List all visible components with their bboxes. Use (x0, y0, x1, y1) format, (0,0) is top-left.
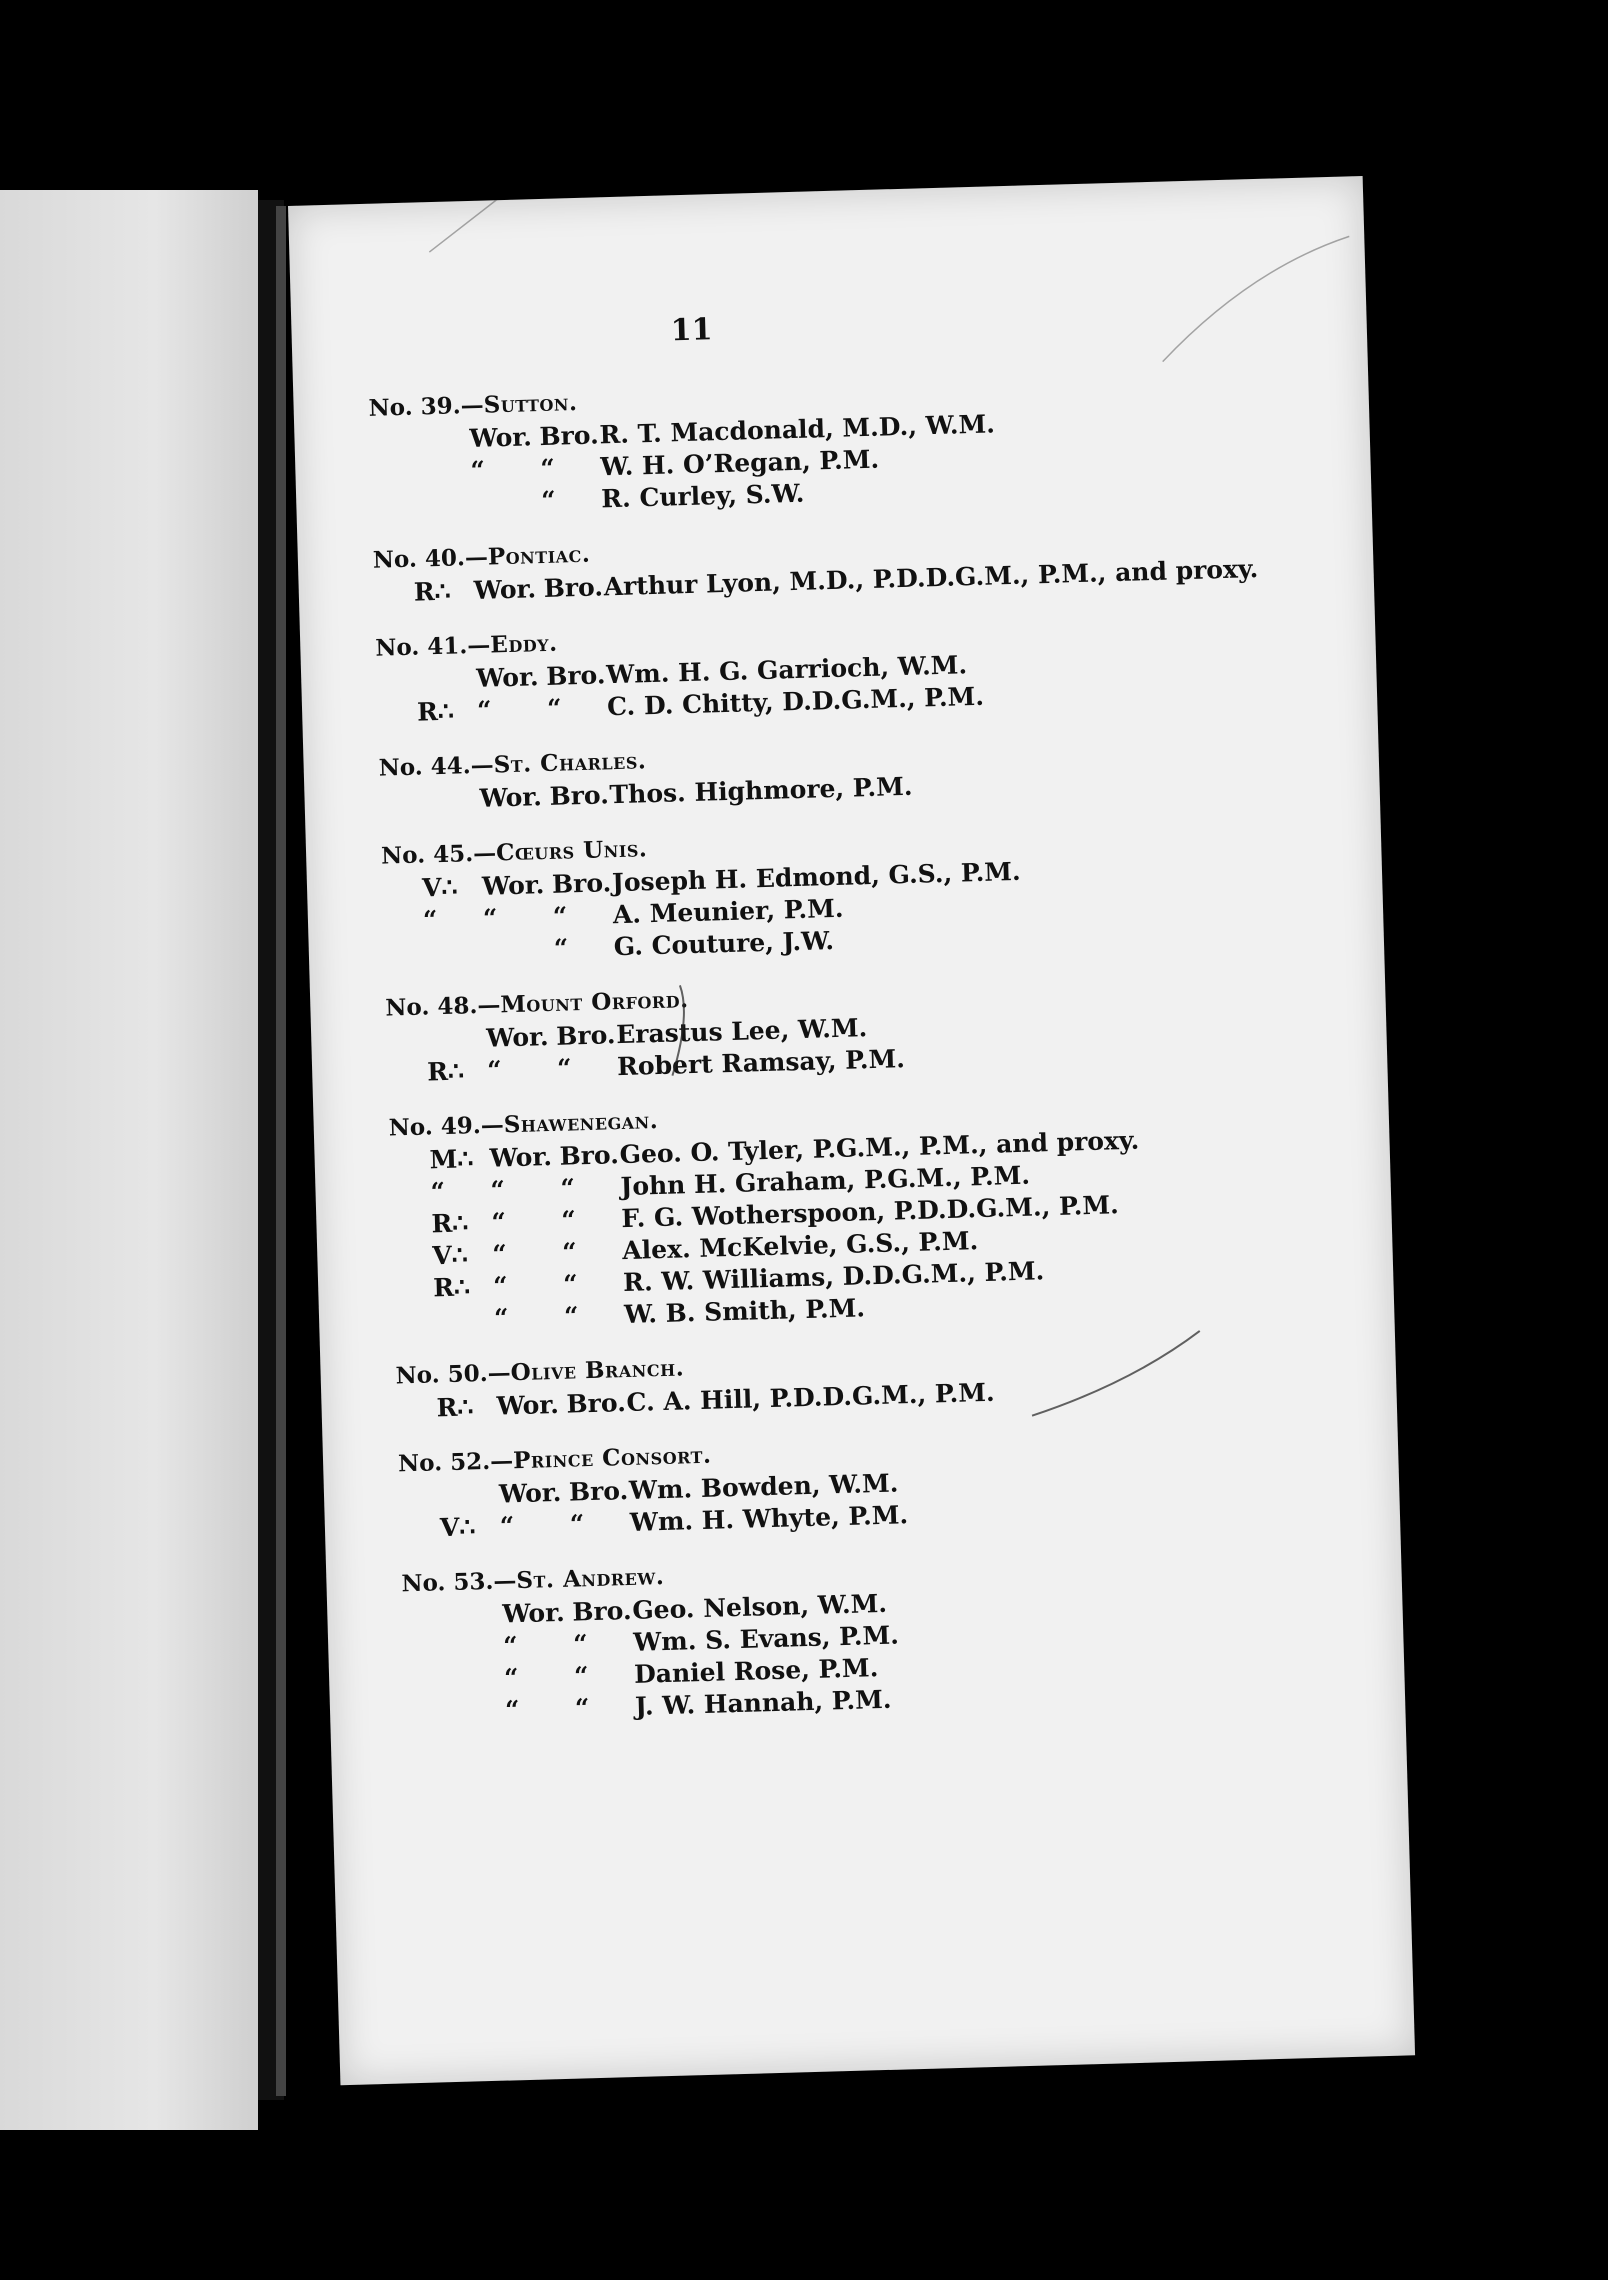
member-name: John H. Graham, P.G.M., P.M. (620, 1160, 1031, 1202)
member-name: Alex. McKelvie, G.S., P.M. (621, 1226, 979, 1266)
member-name: Thos. Highmore, P.M. (609, 771, 913, 810)
title-word: “ (562, 1269, 579, 1299)
left-page-edge (0, 190, 258, 2130)
title-word: Bro. (549, 780, 610, 811)
rank-prefix: M∴ (429, 1144, 474, 1175)
lodge-name: Mount Orford. (500, 986, 689, 1019)
member-name: Geo. Nelson, W.M. (631, 1588, 888, 1625)
lodge-name: Olive Branch. (510, 1354, 685, 1387)
lodge-number: No. 48.— (385, 991, 501, 1022)
rank-prefix: V∴ (439, 1512, 476, 1543)
title-word: Bro. (545, 660, 606, 691)
lodge-number: No. 53.— (401, 1567, 517, 1598)
rank-prefix: R∴ (432, 1272, 471, 1303)
rank-prefix: “ (422, 905, 438, 935)
title-word: Wor. (489, 1142, 553, 1173)
rank-prefix (410, 456, 450, 457)
member-name: R. W. Williams, D.D.G.M., P.M. (622, 1256, 1045, 1298)
right-page (288, 176, 1415, 2085)
rank-prefix (444, 1663, 484, 1664)
title-word: “ (486, 1055, 502, 1085)
lodge-entry (385, 965, 1347, 1090)
rank-prefix (426, 1023, 466, 1024)
title-word: “ (470, 455, 486, 486)
title-word: “ (504, 1695, 520, 1725)
rank-prefix (434, 1303, 474, 1304)
lodge-number: No. 39.— (368, 391, 485, 422)
member-name: R. Curley, S.W. (600, 478, 805, 514)
rank-prefix (445, 1695, 485, 1696)
lodge-number: No. 40.— (372, 543, 489, 574)
member-name: Erastus Lee, W.M. (615, 1013, 868, 1050)
title-word: “ (476, 695, 492, 725)
title-word: “ (491, 1207, 507, 1237)
title-word: “ (493, 1303, 509, 1333)
lodge-name: Shawenegan. (503, 1107, 659, 1139)
lodge-entry (395, 1333, 1356, 1426)
member-name: Arthur Lyon, M.D., P.D.D.G.M., P.M., and proxy. (603, 554, 1259, 602)
member-name: R. T. Macdonald, M.D., W.M. (599, 409, 996, 450)
rank-prefix: V∴ (431, 1240, 469, 1271)
title-word: “ (553, 933, 569, 963)
lodge-number: No. 50.— (395, 1359, 512, 1390)
member-name: Geo. O. Tyler, P.G.M., P.M., and proxy. (619, 1125, 1140, 1170)
member-name: W. B. Smith, P.M. (623, 1293, 866, 1330)
lodge-number: No. 52.— (397, 1447, 514, 1478)
title-word: “ (502, 1631, 519, 1661)
lodge-number: No. 49.— (388, 1111, 505, 1142)
title-word: “ (572, 1629, 589, 1659)
rank-prefix (419, 783, 459, 784)
title-word: “ (569, 1509, 585, 1539)
rank-prefix (409, 424, 449, 425)
lodge-name: Cœurs Unis. (495, 835, 648, 867)
lodge-name: St. Charles. (493, 747, 647, 779)
member-name: C. D. Chitty, D.D.G.M., P.M. (606, 681, 985, 722)
title-word: “ (561, 1237, 578, 1267)
lodge-entry (401, 1541, 1365, 1730)
rank-prefix (411, 488, 451, 489)
title-word: “ (556, 1053, 572, 1083)
title-word: Bro. (539, 420, 600, 452)
title-word: Wor. (479, 782, 543, 813)
lodge-entry (388, 1085, 1354, 1338)
lodge-entry (381, 813, 1344, 970)
member-name: Daniel Rose, P.M. (633, 1653, 879, 1689)
rank-prefix: R∴ (416, 696, 455, 727)
lodge-name: Prince Consort. (512, 1441, 712, 1475)
lodge-name: Eddy. (489, 629, 558, 659)
title-word: Wor. (481, 870, 545, 901)
rank-prefix: V∴ (421, 872, 458, 903)
member-name: Wm. H. G. Garrioch, W.M. (605, 650, 968, 690)
title-word: “ (482, 903, 498, 933)
title-word: “ (499, 1511, 515, 1541)
member-name: J. W. Hannah, P.M. (634, 1684, 892, 1721)
title-word: “ (492, 1271, 509, 1301)
member-name: A. Meunier, P.M. (612, 893, 844, 930)
rank-prefix (423, 935, 463, 936)
title-word: “ (560, 1173, 576, 1203)
title-word: “ (503, 1663, 519, 1693)
title-word: Wor. (469, 422, 533, 454)
title-word: “ (490, 1175, 506, 1205)
lodge-name: St. Andrew. (516, 1563, 665, 1595)
lodge-entry (368, 365, 1331, 522)
title-word: “ (552, 901, 568, 931)
title-word: “ (491, 1239, 508, 1269)
title-word: “ (546, 693, 562, 723)
lodge-entry (372, 517, 1333, 610)
page-number: 11 (670, 312, 713, 349)
rank-prefix (443, 1631, 483, 1632)
member-name: F. G. Wotherspoon, P.D.D.G.M., P.M. (620, 1190, 1120, 1234)
title-word: “ (574, 1693, 590, 1723)
lodge-number: No. 41.— (375, 631, 491, 662)
title-word: Wor. (501, 1597, 566, 1629)
lodge-list (368, 365, 1366, 1751)
member-name: Wm. S. Evans, P.M. (632, 1620, 900, 1657)
member-name: C. A. Hill, P.D.D.G.M., P.M. (626, 1377, 996, 1418)
title-word: Wor. (496, 1389, 560, 1421)
rank-prefix (442, 1599, 482, 1600)
title-word: Wor. (485, 1022, 549, 1053)
member-name: W. H. O’Regan, P.M. (600, 444, 880, 482)
lodge-number: No. 45.— (380, 839, 497, 870)
title-word: “ (563, 1301, 579, 1331)
member-name: G. Couture, J.W. (613, 926, 835, 962)
member-name: Joseph H. Edmond, G.S., P.M. (611, 856, 1022, 898)
lodge-entry (375, 605, 1337, 730)
title-word: “ (540, 453, 556, 484)
lodge-name: Pontiac. (487, 540, 591, 571)
rank-prefix: “ (430, 1177, 446, 1207)
title-word: Bro. (551, 868, 612, 899)
rank-prefix (416, 663, 456, 664)
rank-prefix: R∴ (436, 1392, 474, 1423)
rank-prefix: R∴ (431, 1208, 469, 1239)
lodge-number: No. 44.— (378, 751, 495, 782)
lodge-entry (398, 1421, 1360, 1546)
title-word: “ (540, 485, 557, 516)
title-word: “ (561, 1205, 577, 1235)
lodge-name: Sutton. (483, 388, 578, 419)
rank-prefix: R∴ (413, 576, 451, 607)
member-name: Robert Ramsay, P.M. (616, 1044, 906, 1082)
lodge-entry (378, 725, 1339, 818)
title-word: Bro. (555, 1020, 616, 1051)
title-word: Bro. (543, 572, 604, 604)
title-word: Bro. (571, 1595, 633, 1627)
title-word: Wor. (498, 1477, 562, 1509)
title-word: Bro. (568, 1476, 629, 1507)
book-gutter-shadow (276, 206, 286, 2096)
title-word: Wor. (475, 662, 539, 693)
title-word: “ (573, 1661, 589, 1691)
rank-prefix: R∴ (426, 1056, 465, 1087)
member-name: Wm. H. Whyte, P.M. (629, 1500, 909, 1537)
title-word: Bro. (566, 1388, 627, 1419)
member-name: Wm. Bowden, W.M. (628, 1468, 899, 1505)
title-word: Bro. (559, 1140, 620, 1171)
title-word: Wor. (473, 574, 537, 605)
rank-prefix (439, 1479, 479, 1480)
